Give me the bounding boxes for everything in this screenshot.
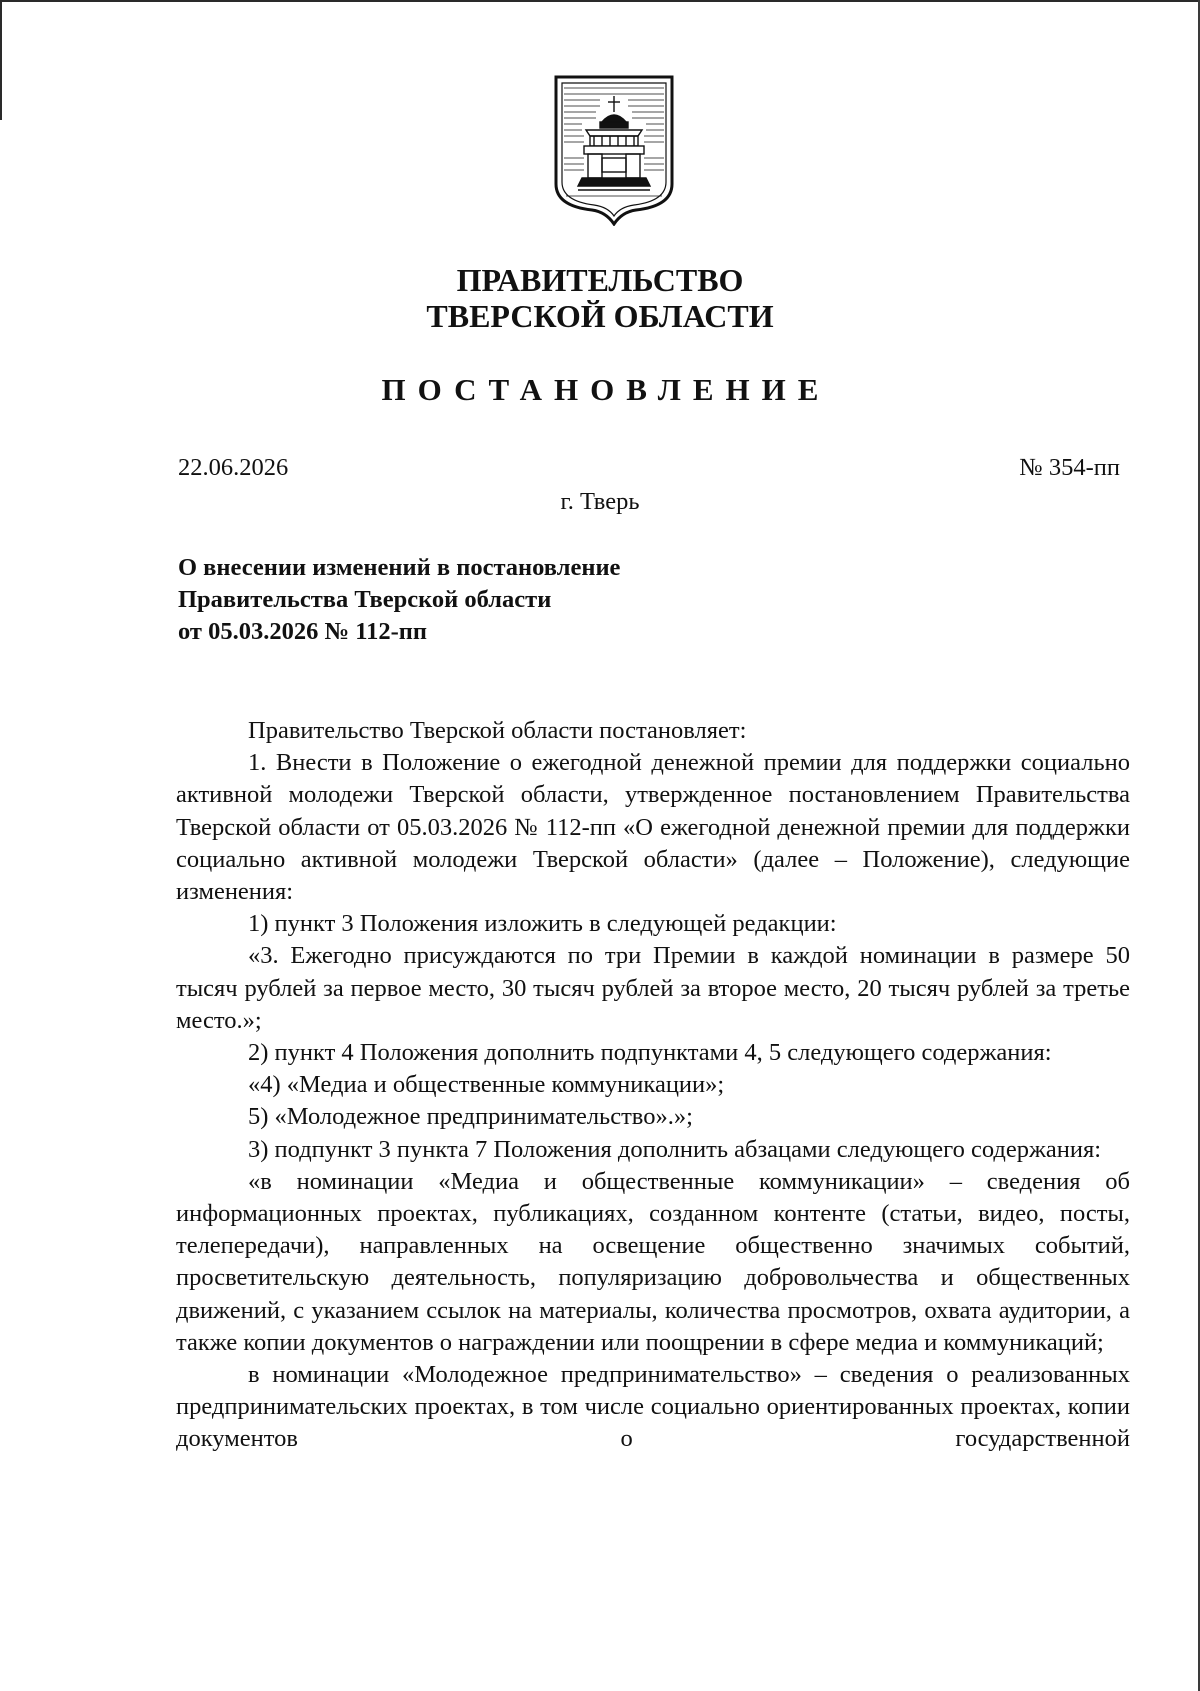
- document-number: № 354-пп: [1019, 454, 1120, 481]
- document-subject: [178, 552, 620, 648]
- body-paragraph: 3) подпункт 3 пункта 7 Положения дополнить абзацами следующего содержания:: [248, 1135, 1102, 1163]
- body-paragraph: 5) «Молодежное предпринимательство».»;: [248, 1103, 693, 1131]
- document-city: г. Тверь: [560, 488, 640, 515]
- government-title-line1: ПРАВИТЕЛЬСТВО: [456, 262, 744, 298]
- body-paragraph: 1) пункт 3 Положения изложить в следующей редакции:: [248, 910, 837, 938]
- body-paragraph: 1. Внести в Положение о ежегодной денежной премии для поддержки социально активной молодежи Тверской области, утвержденное постановлением Правительства Тверской области от 05.03.2026 № 112-пп «О ежегодной денежной премии для поддержки социально активной молодежи Тверской области» (далее – Положение), следующие изменения:: [176, 749, 1130, 906]
- body-paragraph: «4) «Медиа и общественные коммуникации»;: [248, 1071, 725, 1099]
- document-body: [176, 715, 1130, 1456]
- subject-line1: О внесении изменений в постановление: [178, 554, 621, 581]
- body-paragraph: в номинации «Молодежное предпринимательство» – сведения о реализованных предпринимательских проектах, в том числе социально ориентированных проектах, копии документов о государственной: [176, 1361, 1130, 1453]
- body-paragraph: 2) пункт 4 Положения дополнить подпунктами 4, 5 следующего содержания:: [248, 1039, 1052, 1067]
- government-title: [0, 262, 1200, 334]
- government-title-line2: ТВЕРСКОЙ ОБЛАСТИ: [426, 298, 774, 334]
- scan-border-top: [0, 0, 1200, 2]
- scan-border-left: [0, 0, 2, 120]
- body-paragraph: «3. Ежегодно присуждаются по три Премии в каждой номинации в размере 50 тысяч рублей за первое место, 30 тысяч рублей за второе место, 20 тысяч рублей за третье место.»;: [176, 942, 1130, 1034]
- subject-line3: от 05.03.2026 № 112-пп: [178, 618, 427, 645]
- subject-line2: Правительства Тверской области: [178, 586, 552, 613]
- body-paragraph: «в номинации «Медиа и общественные коммуникации» – сведения об информационных проектах, публикациях, созданном контенте (статьи, видео, посты, телепередачи), направленных на освещение общественно значимых событий, просветительскую деятельность, популяризацию добровольчества и общественных движений, с указанием ссылок на материалы, количества просмотров, охвата аудитории, а также копии документов о награждении или поощрении в сфере медиа и коммуникаций;: [176, 1167, 1130, 1356]
- coat-of-arms-emblem: [552, 74, 676, 226]
- body-paragraph: Правительство Тверской области постановляет:: [248, 717, 747, 744]
- document-date: 22.06.2026: [178, 454, 289, 481]
- document-type: ПОСТАНОВЛЕНИЕ: [381, 372, 831, 407]
